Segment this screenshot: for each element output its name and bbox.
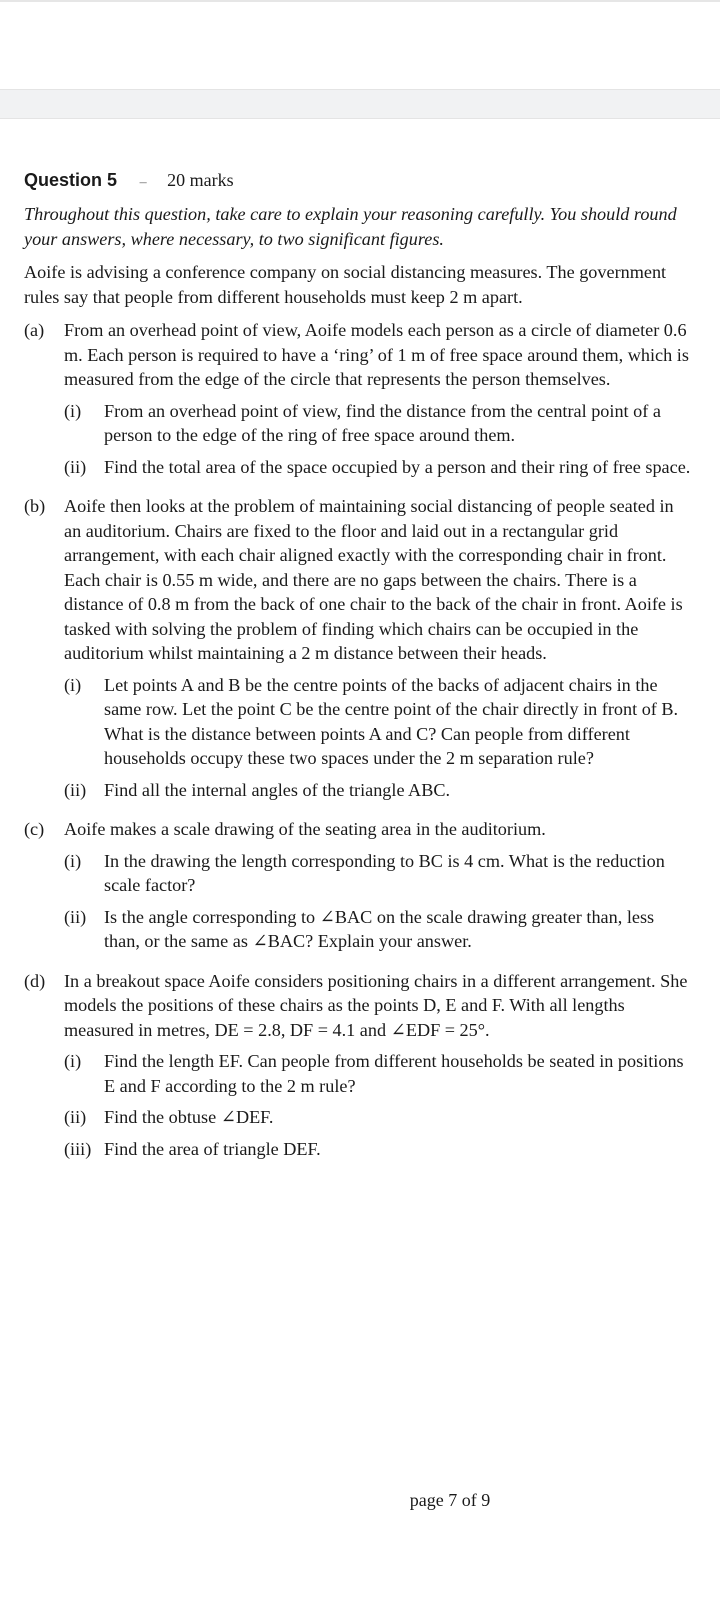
subpart-text: Find the area of triangle DEF. — [104, 1138, 321, 1159]
subpart-label: (ii) — [64, 779, 87, 800]
question-document — [24, 168, 692, 1176]
part-b — [24, 494, 692, 809]
toolbar-band — [0, 89, 720, 119]
part-text: From an overhead point of view, Aoife models each person as a circle of diameter 0.6 m. Each person is required to have a ‘ring’ of 1 m of free space around them, which is measured from the edge of the circle that represents the person themselves. — [64, 320, 689, 389]
subpart-b-ii — [64, 778, 692, 803]
part-label: (b) — [24, 496, 46, 516]
part-label: (c) — [24, 819, 45, 839]
subpart-a-ii — [64, 455, 692, 480]
subpart-text: Find the obtuse ∠DEF. — [104, 1107, 274, 1127]
subpart-label: (i) — [64, 400, 82, 421]
part-text: Aoife then looks at the problem of maintaining social distancing of people seated in an auditorium. Chairs are fixed to the floor and laid out in a rectangular grid arrangement, with each chair aligned exactly with the corresponding chair in front. Each chair is 0.55 m wide, and there are no gaps between the chairs. There is a distance of 0.8 m from the back of one chair to the back of the chair in front. Aoife is tasked with solving the problem of finding which chairs can be occupied in the auditorium whilst maintaining a 2 m distance between their heads. — [64, 496, 683, 663]
subpart-label: (i) — [64, 850, 82, 871]
subpart-text: Find all the internal angles of the triangle ABC. — [104, 779, 450, 800]
part-text: In a breakout space Aoife considers positioning chairs in a different arrangement. She models the positions of these chairs as the points D, E and F. With all lengths measured in metres, DE = 2.8, DF = 4.1 and ∠EDF = 25°. — [64, 970, 688, 1040]
subpart-text: Is the angle corresponding to ∠BAC on the scale drawing greater than, less than, or the same as ∠BAC? Explain your answer. — [104, 906, 655, 951]
instructions: Throughout this question, take care to explain your reasoning carefully. You should round your answers, where necessary, to two significant figures. — [24, 204, 677, 249]
title-separator: – — [139, 175, 147, 190]
subpart-label: (iii) — [64, 1138, 92, 1159]
subpart-text: In the drawing the length corresponding to BC is 4 cm. What is the reduction scale factor? — [104, 850, 665, 895]
part-d — [24, 969, 692, 1169]
subpart-c-ii — [64, 905, 692, 954]
subpart-label: (ii) — [64, 1107, 87, 1127]
subpart-label: (i) — [64, 1051, 82, 1071]
part-label: (d) — [24, 970, 46, 991]
intro-paragraph: Aoife is advising a conference company on social distancing measures. The government rules say that people from different households must keep 2 m apart. — [24, 262, 667, 307]
part-a — [24, 318, 692, 486]
subpart-label: (ii) — [64, 906, 87, 927]
question-header — [24, 168, 692, 194]
part-label: (a) — [24, 320, 45, 340]
subpart-b-i — [64, 673, 692, 771]
question-title: Question 5 — [24, 170, 118, 190]
subpart-label: (ii) — [64, 456, 87, 477]
part-c — [24, 817, 692, 961]
page-number: page 7 of 9 — [409, 1490, 491, 1510]
subpart-text: Find the length EF. Can people from different households be seated in positions E and F according to the 2 m rule? — [104, 1051, 684, 1096]
subpart-text: From an overhead point of view, find the distance from the central point of a person to the edge of the ring of free space around them. — [104, 400, 661, 445]
subpart-a-i — [64, 399, 692, 448]
subpart-c-i — [64, 849, 692, 898]
subpart-text: Find the total area of the space occupied by a person and their ring of free space. — [104, 456, 691, 477]
subpart-d-i — [64, 1049, 692, 1098]
subpart-d-ii — [64, 1105, 692, 1130]
part-text: Aoife makes a scale drawing of the seating area in the auditorium. — [64, 819, 546, 839]
subpart-label: (i) — [64, 674, 82, 695]
subpart-d-iii — [64, 1137, 692, 1162]
top-edge — [0, 0, 720, 2]
subpart-text: Let points A and B be the centre points of the backs of adjacent chairs in the same row. Let the point C be the centre point of the chair directly in front of B. What is the distance between points A and C? Can people from different households occupy these two spaces under the 2 m separation rule? — [104, 674, 679, 768]
question-marks: 20 marks — [167, 170, 234, 190]
